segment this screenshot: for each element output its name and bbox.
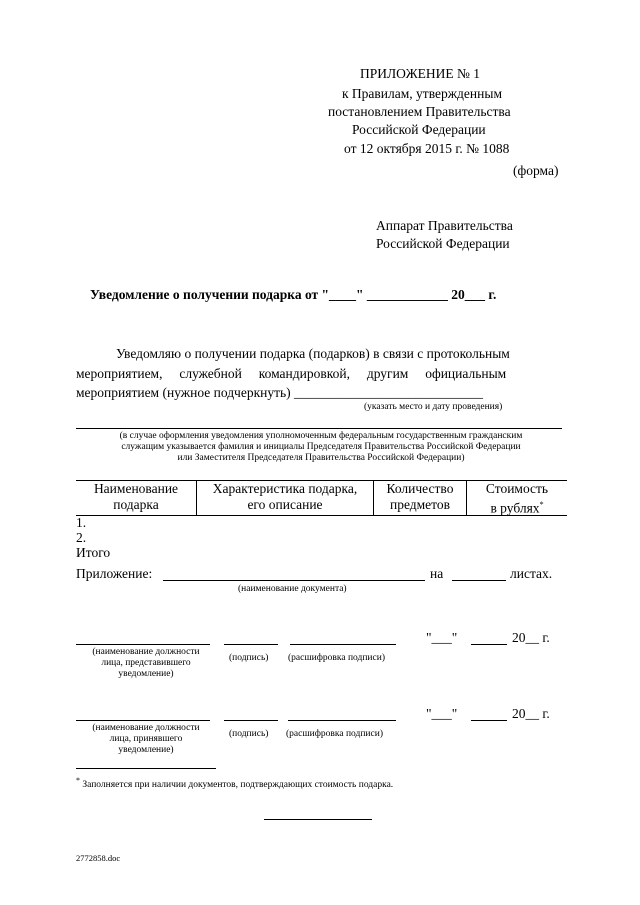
note-line-1: (в случае оформления уведомления уполномоченным федеральным государственным гражданским: [119, 431, 523, 441]
bottom-rule: [264, 819, 372, 820]
doc-name-hint: (наименование документа): [238, 584, 347, 594]
attachment-sheets-line: [452, 580, 506, 581]
footnote-separator: [76, 768, 216, 769]
signature-hint: (подпись): [229, 729, 269, 739]
signature-line: [224, 644, 278, 645]
body-line-1: Уведомляю о получении подарка (подарков) в связи с протокольным: [116, 346, 510, 361]
header-cost: Стоимость в рублях*: [485, 481, 549, 516]
position-line: [76, 720, 210, 721]
gift-table-header: [76, 480, 567, 516]
attachment-doc-line: [163, 580, 425, 581]
document-title: Уведомление о получении подарка от "____" ____________ 20___ г.: [90, 287, 497, 302]
header-quantity: Количество предметов: [386, 481, 454, 512]
official-name-line: [76, 428, 562, 429]
table-total: Итого: [76, 545, 111, 560]
appendix-title: ПРИЛОЖЕНИЕ № 1: [360, 66, 481, 81]
signature-decode-line: [290, 644, 396, 645]
file-reference: 2772858.doc: [76, 853, 121, 863]
date-day: "___": [426, 706, 458, 721]
body-line-2: мероприятием, служебной командировкой, другим официальным: [76, 366, 507, 381]
signature-hint: (подпись): [229, 653, 269, 663]
position-line: [76, 644, 210, 645]
form-label: (форма): [513, 163, 559, 178]
body-line-3: мероприятием (нужное подчеркнуть) ____________________________: [76, 385, 484, 400]
table-row: 2.: [76, 530, 87, 545]
date-month-line: [471, 644, 507, 645]
date-year: 20__ г.: [512, 630, 550, 645]
cost-footnote-mark: *: [539, 500, 544, 509]
signature-decode-hint: (расшифровка подписи): [288, 653, 385, 663]
attachment-label: Приложение:: [76, 566, 153, 581]
signature-line: [224, 720, 278, 721]
place-date-hint: (указать место и дату проведения): [364, 402, 503, 412]
header-gift-description: Характеристика подарка, его описание: [212, 481, 358, 512]
table-row: 1.: [76, 515, 87, 530]
footnote: * Заполняется при наличии документов, подтверждающих стоимость подарка.: [76, 776, 394, 791]
addressee-line-2: Российской Федерации: [376, 236, 510, 251]
date-year: 20__ г.: [512, 706, 550, 721]
attachment-sheets: листах.: [510, 566, 553, 581]
signature-decode-line: [288, 720, 396, 721]
position-hint: (наименование должности лица, представившего уведомление): [92, 647, 200, 679]
attachment-on: на: [430, 566, 444, 581]
signature-decode-hint: (расшифровка подписи): [286, 729, 383, 739]
header-line-2: постановлением Правительства: [328, 104, 511, 119]
header-line-4: от 12 октября 2015 г. № 1088: [344, 141, 510, 156]
addressee-line-1: Аппарат Правительства: [376, 218, 513, 233]
header-line-1: к Правилам, утвержденным: [342, 86, 502, 101]
note-line-2: служащим указывается фамилия и инициалы Председателя Правительства Российской Федерации: [121, 442, 521, 452]
date-day: "___": [426, 630, 458, 645]
position-hint: (наименование должности лица, принявшего уведомление): [92, 723, 200, 755]
note-line-3: или Заместителя Председателя Правительства Российской Федерации): [177, 453, 465, 463]
header-gift-name: Наименование подарка: [93, 481, 179, 512]
header-line-3: Российской Федерации: [352, 122, 486, 137]
date-month-line: [471, 720, 507, 721]
